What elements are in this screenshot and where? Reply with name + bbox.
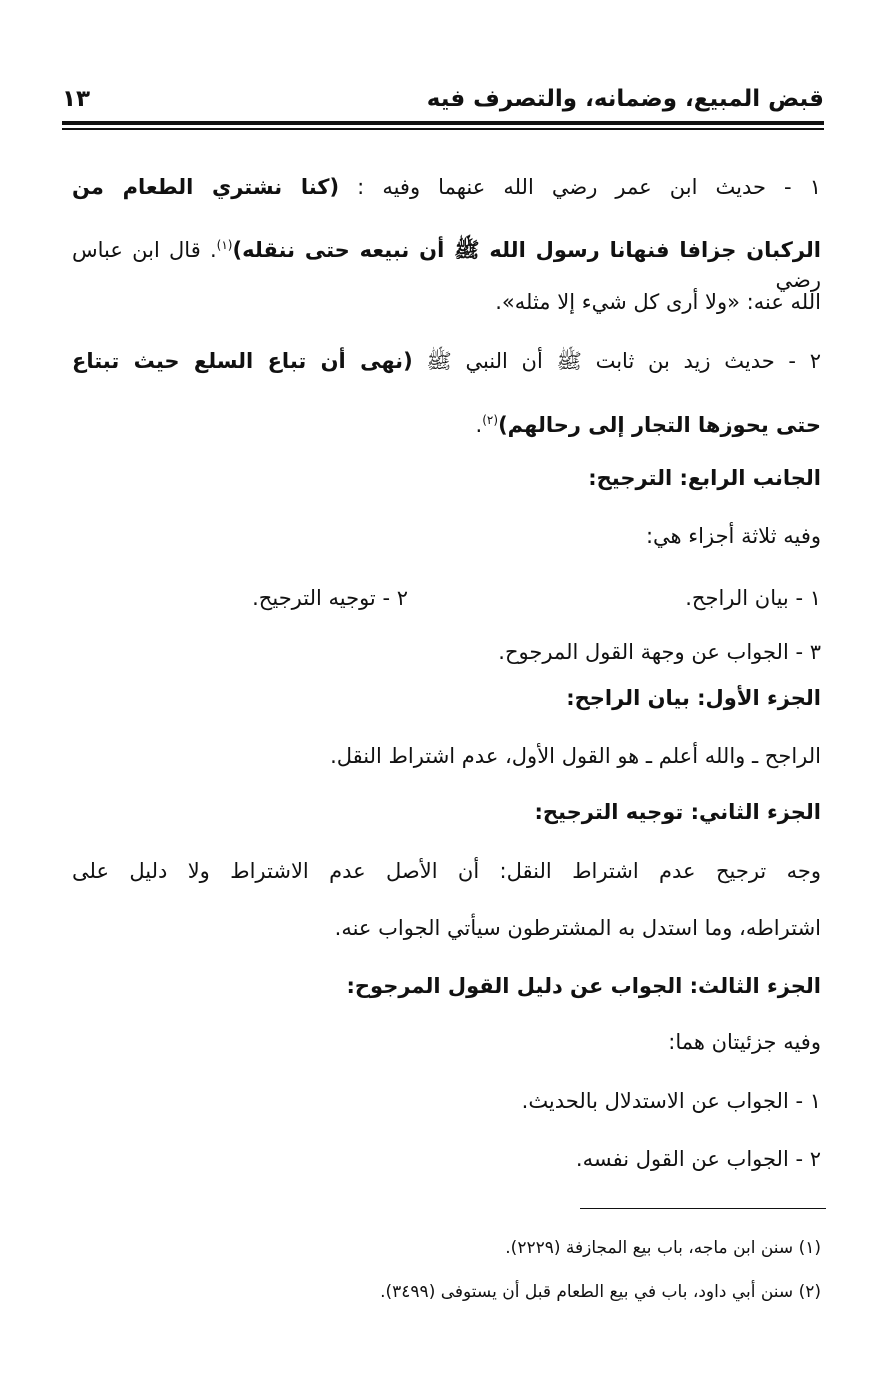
part-2-line-1: وجه ترجيح عدم اشتراط النقل: أن الأصل عدم الاشتراط ولا دليل على: [72, 859, 821, 883]
page-header: [62, 86, 824, 126]
heading-part-2: الجزء الثاني: توجيه الترجيح:: [534, 800, 821, 824]
list-item-1: ١ - بيان الراجح.: [685, 586, 821, 610]
footnote-1: (١) سنن ابن ماجه، باب بيع المجازفة (٢٢٢٩).: [505, 1238, 821, 1258]
hadith-2-quote-start: (نهى أن تباع السلع حيث تبتاع: [72, 349, 413, 373]
sub-item-1: ١ - الجواب عن الاستدلال بالحديث.: [521, 1089, 821, 1113]
hadith-1-quote-end: الركبان جزافا فنهانا رسول الله ﷺ أن نبيعه حتى ننقله): [232, 238, 821, 262]
heading-part-3: الجزء الثالث: الجواب عن دليل القول المرجوح:: [346, 974, 821, 998]
header-rule-thin: [62, 128, 824, 130]
list-item-3: ٣ - الجواب عن وجهة القول المرجوح.: [498, 640, 821, 664]
hadith-1-comment: . قال ابن عباس رضي: [72, 238, 821, 292]
heading-part-1: الجزء الأول: بيان الراجح:: [566, 686, 821, 710]
hadith-1-line-2: [72, 230, 821, 295]
tarjih-intro: وفيه ثلاثة أجزاء هي:: [645, 524, 821, 548]
list-item-2: ٢ - توجيه الترجيح.: [252, 586, 408, 610]
section-heading-tarjih: الجانب الرابع: الترجيح:: [588, 466, 821, 490]
sub-item-2: ٢ - الجواب عن القول نفسه.: [575, 1147, 821, 1171]
footnote-separator: [580, 1208, 826, 1209]
hadith-1-line-1: [72, 172, 821, 202]
hadith-1-intro: ١ - حديث ابن عمر رضي الله عنهما وفيه :: [339, 175, 821, 199]
footnote-2: (٢) سنن أبي داود، باب في بيع الطعام قبل أن يستوفى (٣٤٩٩).: [380, 1282, 821, 1302]
hadith-2-quote-end: حتى يحوزها التجار إلى رحالهم): [498, 413, 821, 437]
part-1-text: الراجح ـ والله أعلم ـ هو القول الأول، عدم اشتراط النقل.: [330, 744, 821, 768]
hadith-2-intro: ٢ - حديث زيد بن ثابت ﷺ أن النبي ﷺ: [412, 349, 821, 373]
hadith-2-end: .: [475, 413, 483, 437]
header-rule-thick: [62, 121, 824, 125]
hadith-1-line-3: الله عنه: «ولا أرى كل شيء إلا مثله».: [495, 290, 821, 314]
page-number: ١٣: [62, 86, 91, 112]
part-3-intro: وفيه جزئيتان هما:: [668, 1030, 821, 1054]
footnote-ref-1: (١): [216, 238, 233, 252]
footnote-ref-2: (٢): [482, 413, 499, 427]
running-title: قبض المبيع، وضمانه، والتصرف فيه: [426, 86, 824, 112]
hadith-2-line-2: [476, 405, 821, 440]
part-2-line-2: اشتراطه، وما استدل به المشترطون سيأتي الجواب عنه.: [334, 916, 821, 940]
hadith-2-line-1: [72, 346, 821, 376]
hadith-1-quote-start: (كنا نشتري الطعام من: [72, 175, 340, 199]
